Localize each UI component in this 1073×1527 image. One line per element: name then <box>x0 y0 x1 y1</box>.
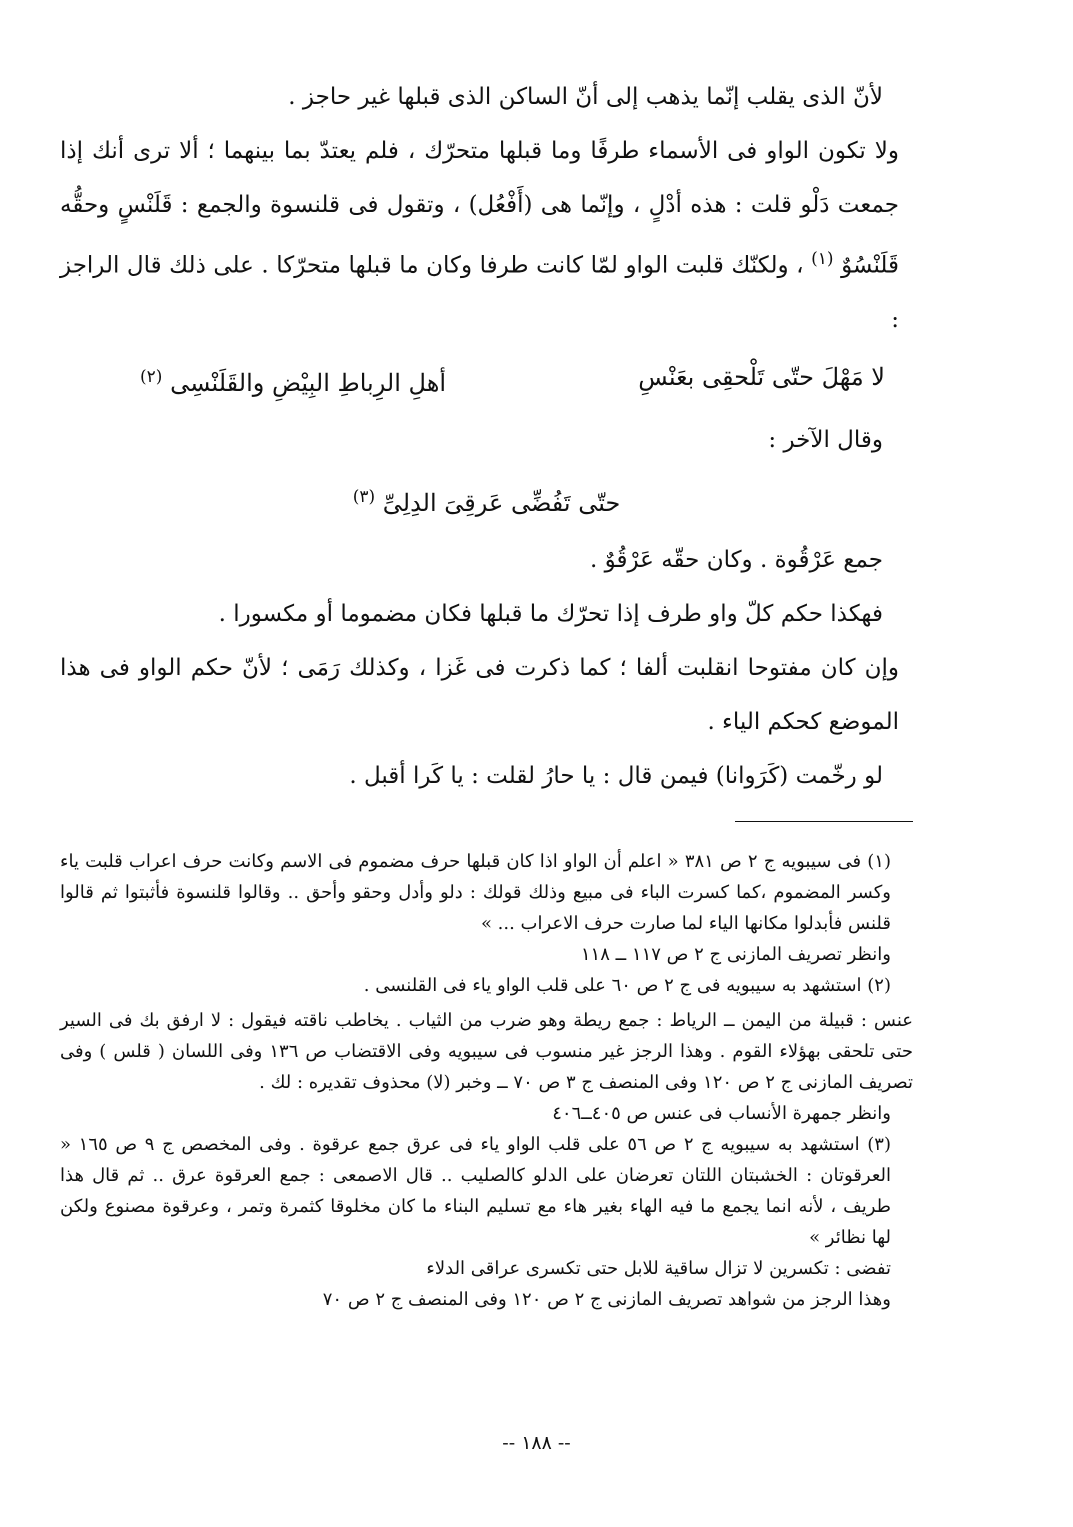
verse-hemistich-wrap <box>353 467 621 533</box>
paragraph-text: ، ولكنّك قلبت الواو لمّا كانت طرفا وكان ما قبلها متحرّكا . على ذلك قال الراجز : <box>60 252 899 333</box>
footnote-divider <box>735 821 913 822</box>
paragraph-text: ولا تكون الواو فى الأسماء طرفًا وما قبلها متحرّك ، فلم يعتدّ بما بينهما ؛ ألا ترى أنك إذا جمعت دَلْو قلت : هذه أدْلٍ ، وإنّما هى (أَفْعُل) ، وتقول فى قلنسوة والجمع : قَلَنْسٍ وحقُّه قَلَنْسُوٌ <box>60 138 900 279</box>
verse-couplet <box>60 347 913 413</box>
text-line: وقال الآخر : <box>768 426 883 453</box>
footnote-source: وهذا الرجز من شواهد تصريف المازنى ج ٢ ص ١٢٠ وفى المنصف ج ٢ ص ٧٠ <box>322 1288 891 1310</box>
verse-hemistich: حتّى تَفُضِّى عَرقِىَ الدِلِىِّ <box>382 488 621 517</box>
footnote-ref: (٢) <box>140 366 163 387</box>
footnote-ref: (١) <box>811 249 834 269</box>
footnotes <box>60 846 913 1315</box>
main-text <box>60 70 913 803</box>
footnote-reference: وانظر جمهرة الأنساب فى عنس ص ٤٠٥ــ٤٠٦ <box>552 1102 891 1124</box>
paragraph <box>60 124 913 347</box>
footnote: (٣) استشهد به سيبويه ج ٢ ص ٥٦ على قلب الواو ياء فى عرق جمع عرقوة . وفى المخصص ج ٩ ص ١٦٥ « العرقوتان : الخشبتان اللتان تعرضان على الدلو كالصليب .. قال الاصمعى : جمع العرقوة عرق .. ثم قال هذا طريف ، لأنه انما يجمع ما فيه الهاء بغير هاء مع تسليم البناء ما كان مخلوقا كثمرة وتمر ، وعرقوة مصنوع ولكن لها نظائر » <box>60 1133 891 1248</box>
text-line: لأنّ الذى يقلب إنّما يذهب إلى أنّ الساكن الذى قبلها غير حاجز . <box>288 84 883 110</box>
text-line: جمع عَرْقُوة . وكان حقّه عَرْقُوٌ . <box>589 546 883 573</box>
footnote: (٢) استشهد به سيبويه فى ج ٢ ص ٦٠ على قلب الواو ياء فى القلنسى . <box>363 974 891 996</box>
footnote-gloss: عنس : قبيلة من اليمن ــ الرياط : جمع ريطة وهو ضرب من الثياب . يخاطب ناقته فيقول : لا ارفق بك فى السير حتى تلحقى بهؤلاء القوم . وهذا الرجز غير منسوب فى سيبويه وفى الاقتضاب ص ١٣٦ وفى اللسان ( قلس ) وفى تصريف المازنى ج ٢ ص ١٢٠ وفى المنصف ج ٣ ص ٧٠ ــ وخبر (لا) محذوف تقديره : لك . <box>60 1009 913 1093</box>
verse-hemistich: لا مَهْلَ حتّى تَلْحقِى بعَنْسِ <box>638 362 885 391</box>
verse-hemistich-wrap <box>140 347 446 413</box>
footnote: (١) فى سيبويه ج ٢ ص ٣٨١ « اعلم أن الواو اذا كان قبلها حرف مضموم فى الاسم وكانت حرف اعراب قلبت ياء وكسر المضموم ،كما كسرت الباء فى مبيع وذلك قولك : دلو وأدل وحقو وأحق .. وقالوا قلنسوة فأثبتوا ثم قالوا قلنس فأبدلوا مكانها الياء لما صارت حرف الاعراب ... » <box>60 850 891 934</box>
footnote-reference: وانظر تصريف المازنى ج ٢ ص ١١٧ ــ ١١٨ <box>580 943 891 965</box>
paragraph: وإن كان مفتوحا انقلبت ألفا ؛ كما ذكرت فى غَزا ، وكذلك رَمَى ؛ لأنّ حكم الواو فى هذا الموضع كحكم الياء . <box>60 654 899 735</box>
footnote-gloss: تفضى : تكسرين لا تزال ساقية للابل حتى تكسرى عراقى الدلاء <box>426 1257 891 1279</box>
page-number: -- ١٨٨ -- <box>502 1432 571 1454</box>
text-line: لو رخّمت (كَرَوانا) فيمن قال : يا حارُ لقلت : يا كَرا أقبل . <box>349 762 883 789</box>
verse-hemistich: أهلِ الرِباطِ البِيْضِ والقَلَنْسِى <box>170 368 447 397</box>
text-line: فهكذا حكم كلّ واو طرف إذا تحرّك ما قبلها فكان مضموما أو مكسورا . <box>218 600 883 627</box>
footnote-ref: (٣) <box>352 486 376 507</box>
verse-line <box>60 467 913 533</box>
